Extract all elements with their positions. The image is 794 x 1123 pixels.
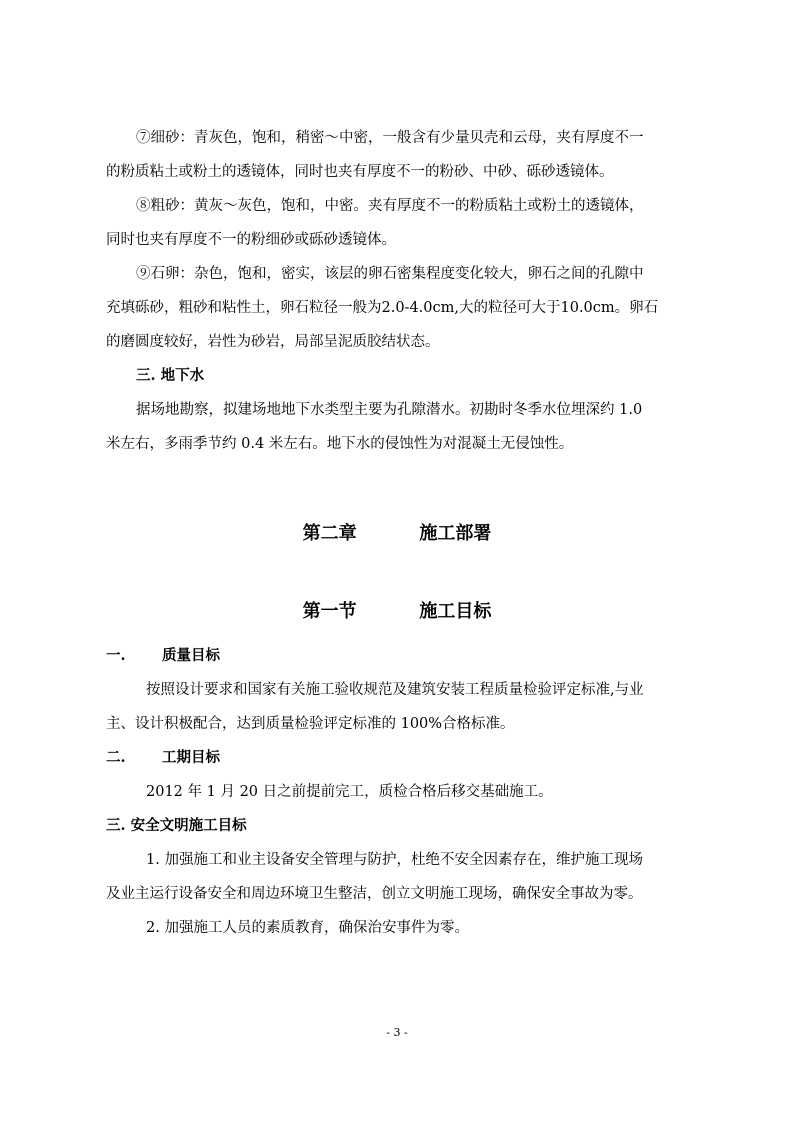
safety-heading: 三. 安全文明施工目标 <box>106 817 247 834</box>
safety-item-1-line-2: 及业主运行设备安全和周边环境卫生整洁，创立文明施工现场，确保安全事故为零。 <box>106 886 643 902</box>
section-title: 第一节 施工目标 <box>302 601 492 622</box>
fine-sand-line-1: ⑦细砂：青灰色，饱和，稍密～中密，一般含有少量贝壳和云母，夹有厚度不一 <box>136 130 644 146</box>
quality-title: 质量目标 <box>162 647 220 664</box>
groundwater-line-1: 据场地勘察，拟建场地地下水类型主要为孔隙潜水。初勘时冬季水位埋深约 1.0 <box>136 402 643 418</box>
safety-item-2: 2. 加强施工人员的素质教育，确保治安事件为零。 <box>146 920 469 936</box>
safety-item-1-line-1: 1. 加强施工和业主设备安全管理与防护，杜绝不安全因素存在，维护施工现场 <box>146 852 643 868</box>
groundwater-heading: 三. 地下水 <box>136 367 205 384</box>
pebble-line-2: 充填砾砂，粗砂和粘性土，卵石粒径一般为2.0-4.0cm,大的粒径可大于10.0cm。卵石 <box>106 300 659 316</box>
page-number: - 3 - <box>386 1026 408 1039</box>
quality-line-1: 按照设计要求和国家有关施工验收规范及建筑安装工程质量检验评定标准,与业 <box>146 682 644 698</box>
schedule-title: 工期目标 <box>162 749 220 766</box>
quality-number: 一. <box>106 647 126 664</box>
fine-sand-line-2: 的粉质粘土或粉土的透镜体，同时也夹有厚度不一的粉砂、中砂、砾砂透镜体。 <box>106 164 614 180</box>
pebble-line-1: ⑨石卵：杂色，饱和，密实，该层的卵石密集程度变化较大，卵石之间的孔隙中 <box>136 266 644 282</box>
coarse-sand-line-1: ⑧粗砂：黄灰～灰色，饱和，中密。夹有厚度不一的粉质粘土或粉土的透镜体， <box>136 198 644 214</box>
pebble-line-3: 的磨圆度较好，岩性为砂岩，局部呈泥质胶结状态。 <box>106 334 440 350</box>
groundwater-line-2: 米左右，多雨季节约 0.4 米左右。地下水的侵蚀性为对混凝土无侵蚀性。 <box>106 436 574 452</box>
coarse-sand-line-2: 同时也夹有厚度不一的粉细砂或砾砂透镜体。 <box>106 232 396 248</box>
chapter-title: 第二章 施工部署 <box>302 523 492 544</box>
schedule-number: 二. <box>106 749 126 766</box>
schedule-heading <box>106 748 220 768</box>
quality-line-2: 主、设计积极配合，达到质量检验评定标准的 100%合格标准。 <box>106 716 515 732</box>
quality-heading <box>106 646 220 666</box>
schedule-line-1: 2012 年 1 月 20 日之前提前完工，质检合格后移交基础施工。 <box>146 784 553 800</box>
